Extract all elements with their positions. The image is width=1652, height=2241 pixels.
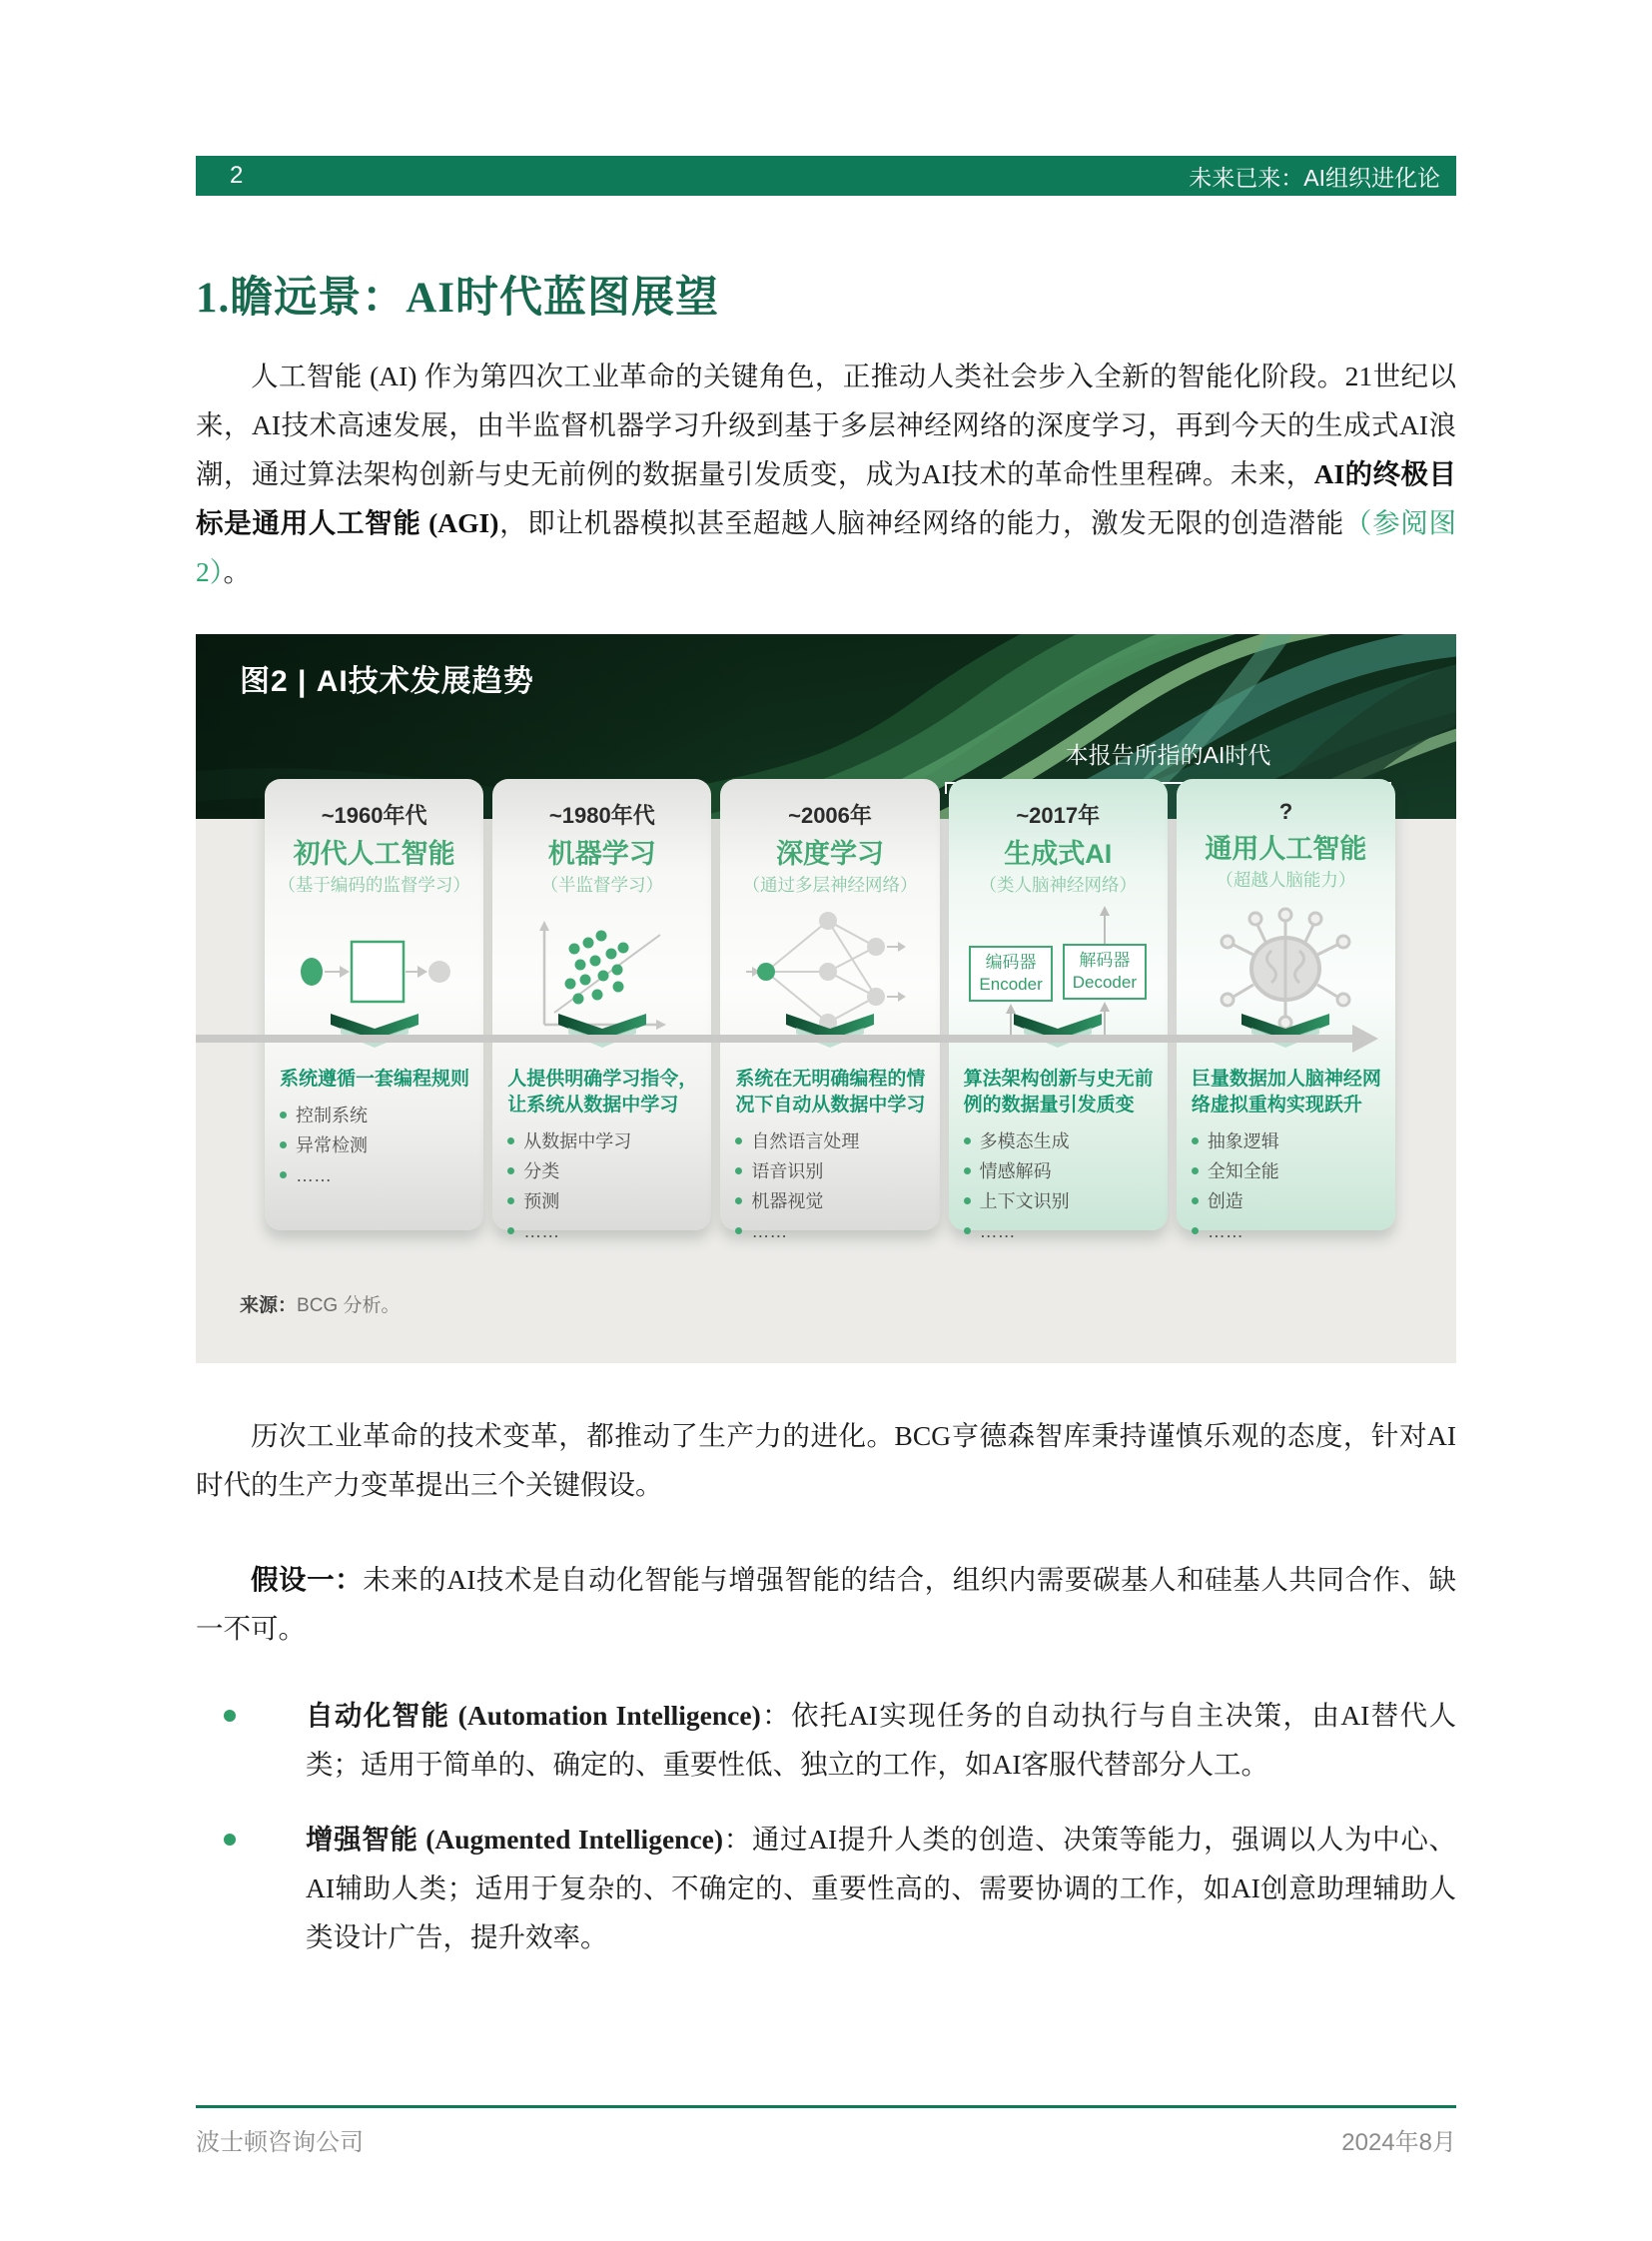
card-description: 系统遵循一套编程规则 bbox=[280, 1069, 470, 1090]
card-bullet: 从数据中学习 bbox=[507, 1126, 698, 1156]
card-bullet: 上下文识别 bbox=[964, 1186, 1155, 1216]
card-bullet: 机器视觉 bbox=[735, 1186, 926, 1216]
footer-rule bbox=[196, 2105, 1456, 2108]
footer-company: 波士顿咨询公司 bbox=[196, 2129, 364, 2156]
arrow-up-icon bbox=[1098, 904, 1112, 944]
intro-after-bold: ，即让机器模拟甚至超越人脑神经网络的能力，激发无限的创造潜能 bbox=[498, 507, 1344, 538]
era-label: 本报告所指的AI时代 bbox=[1065, 742, 1271, 768]
timeline-arrowhead-icon bbox=[1352, 1025, 1378, 1053]
card-title: 深度学习 bbox=[776, 839, 884, 869]
encoder-label-zh: 编码器 bbox=[985, 953, 1037, 972]
chevron-down-icon bbox=[329, 1012, 420, 1055]
card-bullet-list bbox=[280, 1101, 470, 1190]
card-bullet: …… bbox=[964, 1216, 1155, 1246]
card-date: ~1980年代 bbox=[548, 803, 655, 828]
paragraph-productivity: 历次工业革命的技术变革，都推动了生产力的进化。BCG亨德森智库秉持谨慎乐观的态度，针对AI时代的生产力变革提出三个关键假设。 bbox=[196, 1420, 1456, 1500]
card-bullet: 全知全能 bbox=[1192, 1156, 1382, 1186]
card-bullet: 自然语言处理 bbox=[735, 1126, 926, 1156]
intro-lead: 人工智能 (AI) 作为第四次工业革命的关键角色，正推动人类社会步入全新的智能化阶段。21世纪以来，AI技术高速发展，由半监督机器学习升级到基于多层神经网络的深度学习，再到今天的生成式AI浪潮，通过算法架构创新与史无前例的数据量引发质变，成为AI技术的革命性里程碑。未来， bbox=[196, 361, 1456, 489]
card-subtitle: （半监督学习） bbox=[540, 875, 664, 895]
card-title: 机器学习 bbox=[547, 839, 656, 869]
card-bullet: 预测 bbox=[507, 1186, 698, 1216]
card-agi bbox=[1177, 779, 1395, 1241]
card-description: 巨量数据加人脑神经网络虚拟重构实现跃升 bbox=[1191, 1069, 1381, 1116]
encoder-box bbox=[969, 946, 1052, 1002]
page-header-bar bbox=[196, 156, 1456, 196]
card-bullet: 情感解码 bbox=[964, 1156, 1155, 1186]
card-title: 生成式AI bbox=[1004, 839, 1113, 869]
card-early-ai bbox=[265, 779, 483, 1230]
chevron-down-icon bbox=[556, 1012, 648, 1055]
paragraph-hypothesis-one bbox=[196, 1555, 1456, 1653]
card-date: ~1960年代 bbox=[321, 803, 427, 828]
decoder-box bbox=[1063, 944, 1147, 1000]
card-bullet-list bbox=[735, 1126, 926, 1246]
hypothesis-one-label: 假设一： bbox=[251, 1564, 364, 1595]
list-item-augmented-intelligence bbox=[196, 1815, 1456, 1961]
card-bullet: …… bbox=[1192, 1216, 1382, 1246]
intelligence-types-list bbox=[196, 1691, 1456, 1961]
automation-intelligence-text: ：依托AI实现任务的自动执行与自主决策，由AI替代人类；适用于简单的、确定的、重要性低、独立的工作，如AI客服代替部分人工。 bbox=[306, 1700, 1456, 1780]
intro-bold: AI的终极目标是通用人工智能 (AGI) bbox=[196, 458, 1456, 538]
figure-source bbox=[240, 1290, 1456, 1317]
card-subtitle: （基于编码的监督学习） bbox=[278, 875, 470, 895]
source-text: BCG 分析。 bbox=[297, 1295, 401, 1316]
hypothesis-one-text: 未来的AI技术是自动化智能与增强智能的结合，组织内需要碳基人和硅基人共同合作、缺一不可。 bbox=[196, 1564, 1457, 1644]
card-title: 初代人工智能 bbox=[293, 839, 455, 869]
encoder-label-en: Encoder bbox=[979, 975, 1043, 994]
bullet-dot-icon bbox=[224, 1834, 236, 1846]
card-bullet: 抽象逻辑 bbox=[1192, 1126, 1382, 1156]
running-title: 未来已来：AI组织进化论 bbox=[1189, 164, 1440, 191]
card-bullet: 分类 bbox=[507, 1156, 698, 1186]
card-description: 系统在无明确编程的情况下自动从数据中学习 bbox=[735, 1069, 926, 1116]
card-description: 算法架构创新与史无前例的数据量引发质变 bbox=[963, 1069, 1154, 1116]
automation-intelligence-term: 自动化智能 (Automation Intelligence) bbox=[306, 1700, 761, 1731]
footer-date: 2024年8月 bbox=[1341, 2129, 1456, 2156]
card-date: ? bbox=[1278, 799, 1293, 824]
augmented-intelligence-term: 增强智能 (Augmented Intelligence) bbox=[306, 1824, 724, 1855]
decoder-label-en: Decoder bbox=[1072, 973, 1137, 992]
card-bullet-list bbox=[1192, 1126, 1382, 1246]
card-deep-learning bbox=[720, 779, 939, 1241]
card-generative-ai bbox=[949, 779, 1168, 1241]
card-description: 人提供明确学习指令，让系统从数据中学习 bbox=[507, 1069, 698, 1116]
chevron-down-icon bbox=[1239, 1012, 1331, 1055]
page-content bbox=[196, 156, 1456, 1961]
intro-paragraph bbox=[196, 352, 1456, 596]
card-bullet: 控制系统 bbox=[280, 1101, 470, 1130]
augmented-intelligence-text: ：通过AI提升人类的创造、决策等能力，强调以人为中心、AI辅助人类；适用于复杂的、不确定的、重要性高的、需要协调的工作，如AI创意助理辅助人类设计广告，提升效率。 bbox=[306, 1824, 1456, 1952]
list-item-automation-intelligence bbox=[196, 1691, 1456, 1789]
card-bullet-list bbox=[507, 1126, 698, 1246]
figure-title: 图2 | AI技术发展趋势 bbox=[240, 665, 534, 698]
card-subtitle: （类人脑神经网络） bbox=[979, 875, 1137, 895]
card-bullet: 创造 bbox=[1192, 1186, 1382, 1216]
card-bullet-list bbox=[964, 1126, 1155, 1246]
card-date: ~2017年 bbox=[1016, 803, 1101, 828]
card-bullet: …… bbox=[280, 1160, 470, 1190]
card-bullet: 语音识别 bbox=[735, 1156, 926, 1186]
chevron-down-icon bbox=[784, 1012, 876, 1055]
figure-2-reference-link[interactable]: （参阅图2） bbox=[196, 507, 1456, 587]
figure-2 bbox=[196, 634, 1456, 1363]
section-title: 1.瞻远景：AI时代蓝图展望 bbox=[196, 275, 720, 322]
intro-period: 。 bbox=[223, 556, 251, 587]
page-footer bbox=[196, 2105, 1456, 2157]
card-machine-learning bbox=[492, 779, 711, 1241]
page-number: 2 bbox=[230, 162, 244, 189]
card-bullet: …… bbox=[735, 1216, 926, 1246]
card-bullet: 异常检测 bbox=[280, 1130, 470, 1160]
card-subtitle: （通过多层神经网络） bbox=[742, 875, 918, 895]
source-label: 来源： bbox=[240, 1295, 298, 1316]
bullet-dot-icon bbox=[224, 1710, 236, 1722]
card-bullet: …… bbox=[507, 1216, 698, 1246]
card-bullet: 多模态生成 bbox=[964, 1126, 1155, 1156]
card-subtitle: （超越人脑能力） bbox=[1216, 870, 1356, 890]
chevron-down-icon bbox=[1012, 1012, 1104, 1055]
timeline-axis bbox=[196, 1035, 1354, 1043]
card-title: 通用人工智能 bbox=[1205, 834, 1367, 864]
card-date: ~2006年 bbox=[788, 803, 872, 828]
decoder-label-zh: 解码器 bbox=[1079, 951, 1131, 970]
timeline-cards bbox=[265, 779, 1395, 1241]
